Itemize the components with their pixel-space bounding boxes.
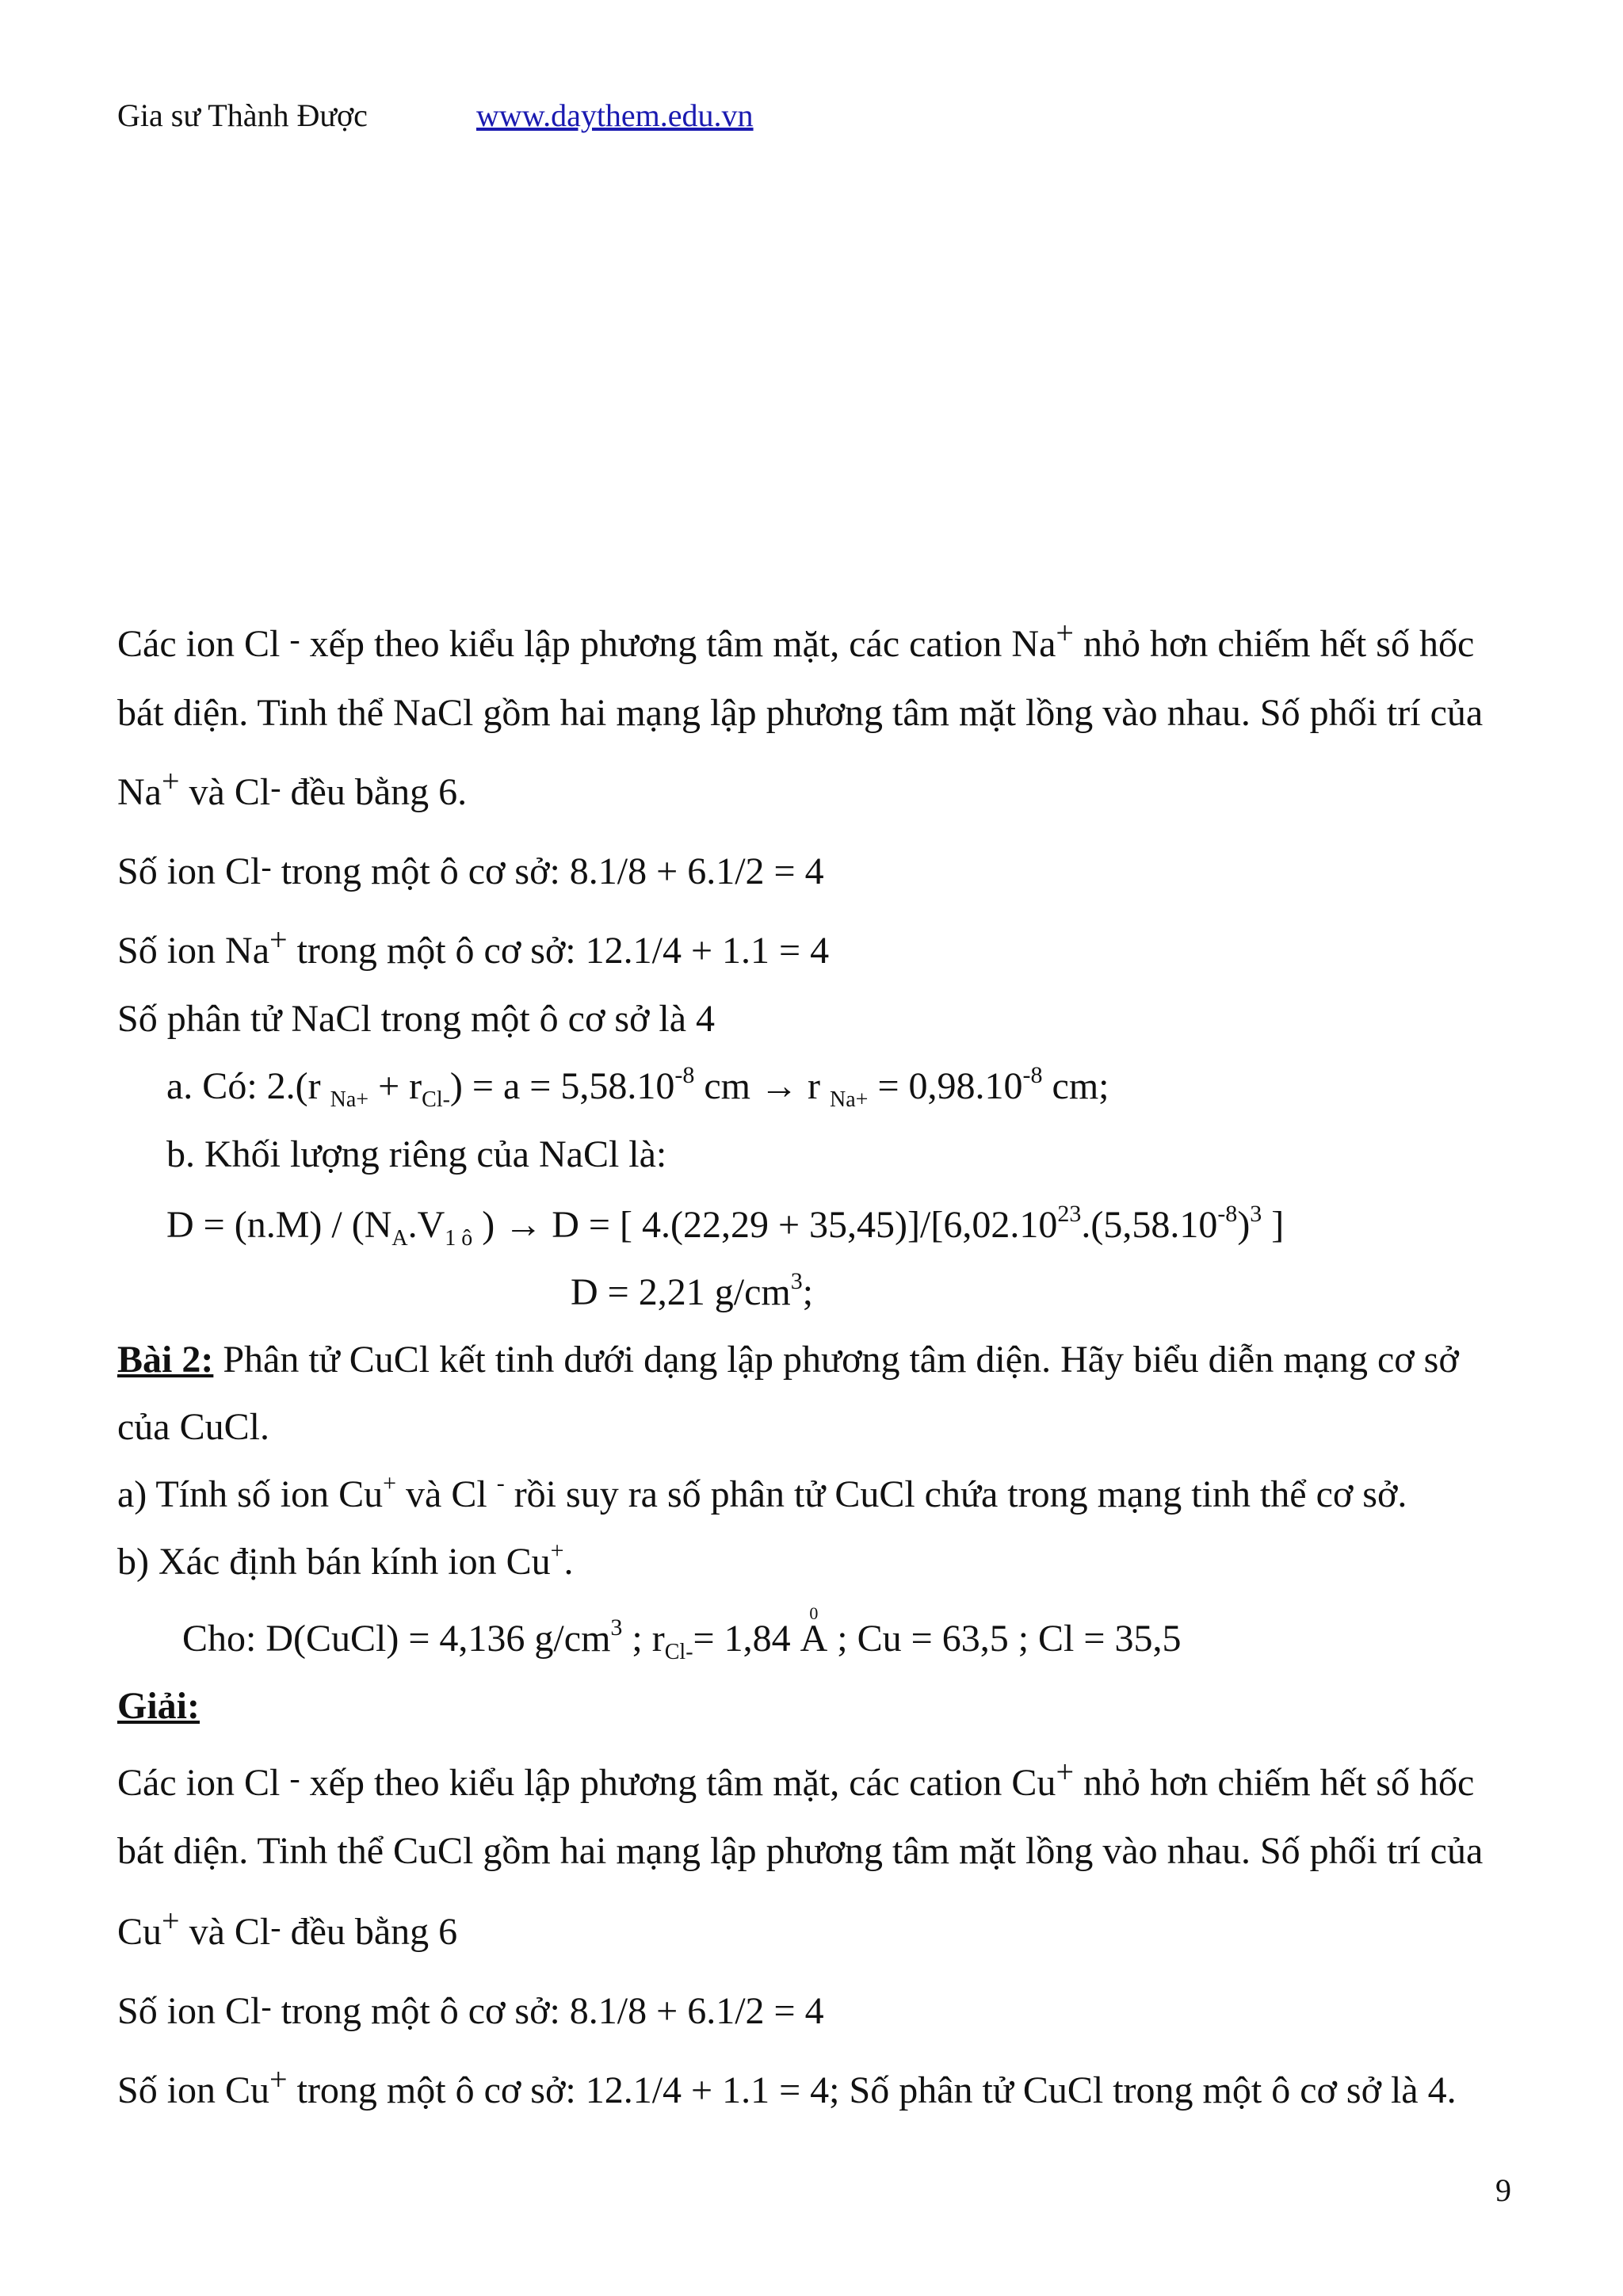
angstrom-symbol: 0 A: [800, 1603, 828, 1660]
nacl-density-formula: $D = (n.M) / (N_A.V_{1 ô}$ ) → D = [ $4.(22,29 + 35,45)]/[6,02.10^{23}.(5,58.10^{-8})^3$ ]: [166, 1201, 1285, 1251]
nacl-line-4: Số ion Cl- trong một ô cơ sở: 8.1/8 + 6.1/2 = 4: [117, 849, 824, 892]
giai-title: Giải:: [117, 1685, 200, 1727]
giai-line-1: Các ion Cl - xếp theo kiểu lập phương tâm mặt, các cation Cu+ nhỏ hơn chiếm hết số hốc: [117, 1754, 1475, 1804]
bai2-question-a: a) Tính số ion Cu+ và Cl - rồi suy ra số phân tử CuCl chứa trong mạng tinh thể cơ sở.: [117, 1470, 1407, 1515]
bai2-given-data: Cho: D(CuCl) = 4,136 $g/cm^3$ ; $r_{Cl-}= 1,84$ 0 A ; Cu = 63,5 ; Cl = 35,5: [182, 1603, 1182, 1664]
header-website-link[interactable]: www.daythem.edu.vn: [476, 97, 754, 133]
nacl-density-result: D = 2,21 $g/cm^3$;: [571, 1268, 814, 1313]
giai-line-2: bát diện. Tinh thể CuCl gồm hai mạng lập phương tâm mặt lồng vào nhau. Số phối trí của: [117, 1830, 1484, 1872]
nacl-item-b: b. Khối lượng riêng của NaCl là:: [166, 1133, 667, 1175]
nacl-line-3: Na+ và Cl- đều bằng 6.: [117, 763, 468, 813]
nacl-line-1: Các ion Cl - xếp theo kiểu lập phương tâm mặt, các cation Na+ nhỏ hơn chiếm hết số hốc: [117, 615, 1475, 665]
nacl-line-2: bát diện. Tinh thể NaCl gồm hai mạng lập phương tâm mặt lồng vào nhau. Số phối trí của: [117, 692, 1484, 734]
bai2-question-line-2: của CuCl.: [117, 1406, 269, 1448]
bai2-question-b: b) Xác định bán kính ion Cu+.: [117, 1538, 574, 1583]
giai-line-5: Số ion Cu+ trong một ô cơ sở: 12.1/4 + 1.1 = 4; Số phân tử CuCl trong một ô cơ sở là 4.: [117, 2061, 1457, 2111]
nacl-item-a: a. Có: 2.(r $_{Na+} + r_{Cl-}) = a = 5,58.10^{-8}$ cm → r $_{Na+} = 0,98.10^{-8}$ cm;: [166, 1062, 1109, 1112]
bai2-question-line-1: Bài 2: Phân tử CuCl kết tinh dưới dạng lập phương tâm diện. Hãy biểu diễn mạng cơ sở: [117, 1339, 1459, 1381]
header-author: Gia sư Thành Được: [117, 97, 368, 133]
page-number: 9: [1495, 2172, 1511, 2208]
bai2-title: Bài 2:: [117, 1339, 214, 1381]
nacl-line-5: Số ion Na+ trong một ô cơ sở: 12.1/4 + 1.1 = 4: [117, 922, 830, 972]
nacl-line-6: Số phân tử NaCl trong một ô cơ sở là 4: [117, 998, 716, 1040]
giai-line-3: Cu+ và Cl- đều bằng 6: [117, 1903, 458, 1953]
giai-line-4: Số ion Cl- trong một ô cơ sở: 8.1/8 + 6.1/2 = 4: [117, 1988, 824, 2032]
